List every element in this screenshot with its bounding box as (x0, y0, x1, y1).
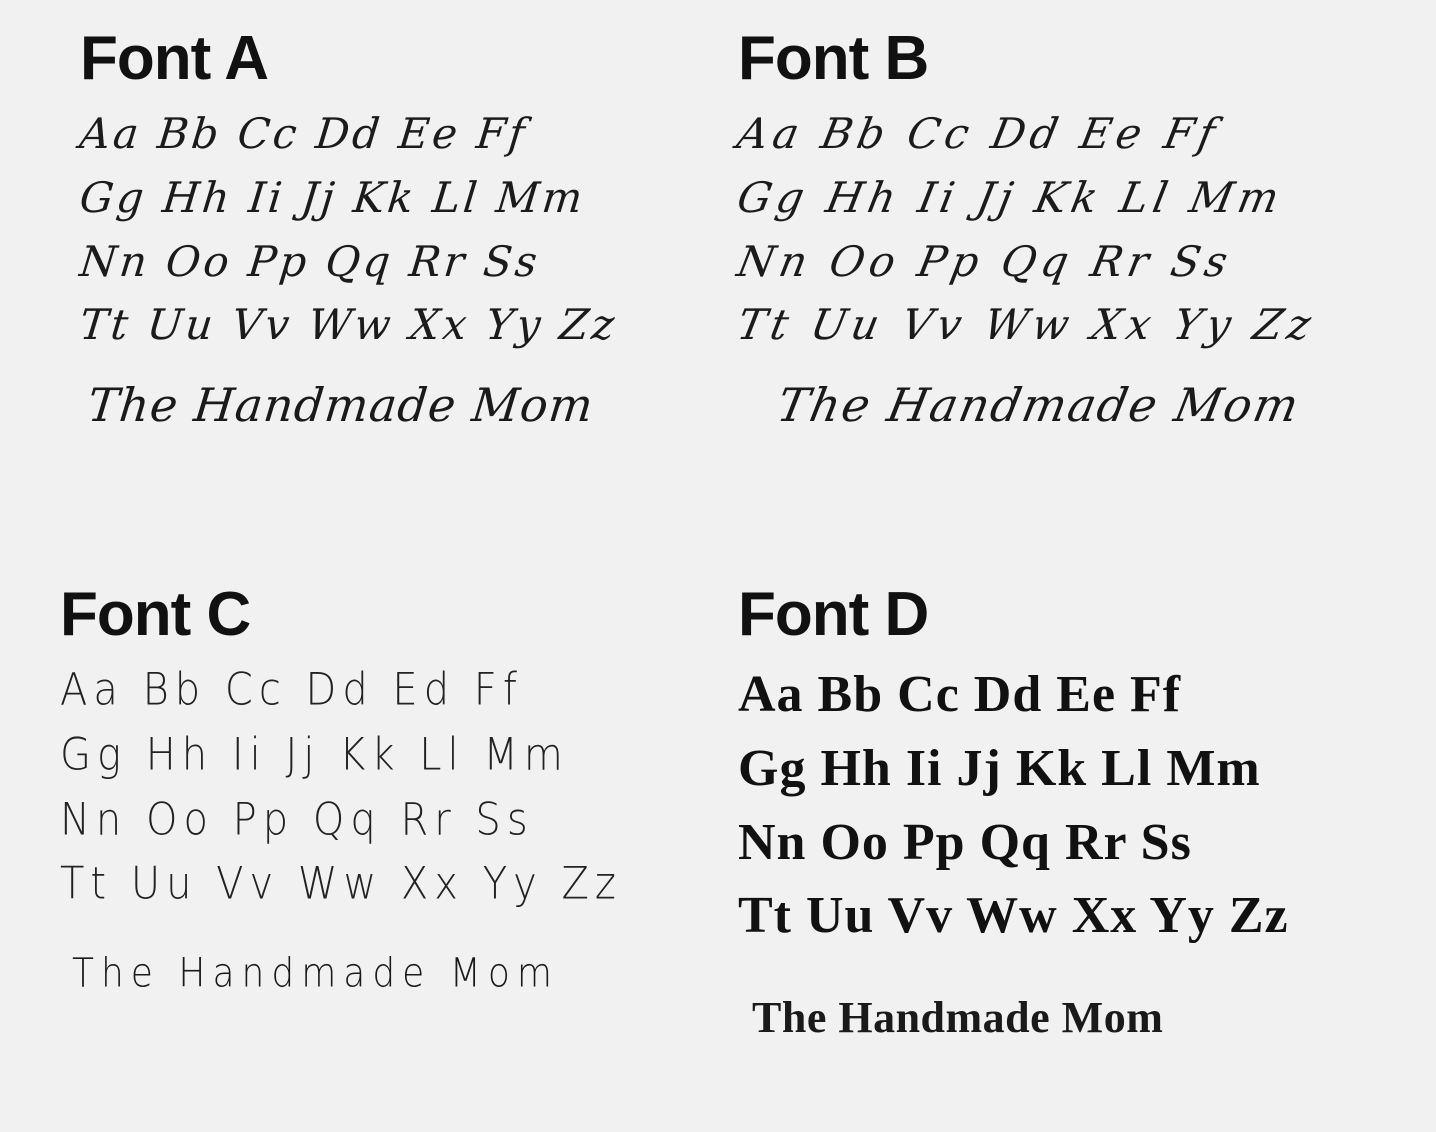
alphabet-line: Aa Bb Cc Dd Ee Ff (738, 666, 1182, 723)
specimen-panel-font-c (0, 566, 718, 1132)
specimen-panel-font-d (718, 566, 1436, 1132)
specimen-title-font-d: Font D (738, 580, 929, 649)
specimen-alphabet-font-c (60, 658, 694, 1001)
specimen-title-font-c: Font C (60, 580, 251, 649)
alphabet-line: Aa Bb Cc Dd Ee Ff (77, 109, 530, 158)
alphabet-line: Gg Hh Ii Jj Kk Ll Mm (77, 172, 588, 222)
alphabet-line: Gg Hh Ii Jj Kk Ll Mm (733, 172, 1288, 222)
alphabet-line: Aa Bb Cc Dd Ed Ff (60, 664, 523, 716)
specimen-alphabet-font-d (738, 658, 1412, 1049)
alphabet-line: Tt Uu Vv Ww Xx Yy Zz (733, 300, 1320, 350)
specimen-title-font-b: Font B (738, 24, 929, 93)
alphabet-line: Nn Oo Pp Qq Rr Ss (733, 236, 1237, 286)
alphabet-line: Gg Hh Ii Jj Kk Ll Mm (60, 728, 569, 781)
alphabet-line: Nn Oo Pp Qq Rr Ss (77, 236, 543, 286)
specimen-title-font-a: Font A (80, 24, 268, 93)
specimen-panel-font-a (0, 0, 718, 566)
specimen-alphabet-font-a (77, 102, 694, 440)
alphabet-line: Tt Uu Vv Ww Xx Yy Zz (738, 887, 1289, 945)
specimen-tagline-font-c: The Handmade Mom (72, 950, 559, 997)
specimen-alphabet-font-b (733, 102, 1412, 440)
alphabet-line: Gg Hh Ii Jj Kk Ll Mm (738, 739, 1261, 797)
alphabet-line: Nn Oo Pp Qq Rr Ss (60, 793, 534, 846)
specimen-tagline-font-b: The Handmade Mom (772, 378, 1305, 433)
specimen-tagline-font-a: The Handmade Mom (85, 378, 597, 433)
alphabet-line: Tt Uu Vv Ww Xx Yy Zz (60, 858, 622, 911)
alphabet-line: Tt Uu Vv Ww Xx Yy Zz (77, 300, 620, 350)
specimen-tagline-font-d: The Handmade Mom (752, 993, 1164, 1043)
alphabet-line: Aa Bb Cc Dd Ee Ff (733, 109, 1225, 158)
alphabet-line: Nn Oo Pp Qq Rr Ss (738, 813, 1192, 871)
specimen-panel-font-b (718, 0, 1436, 566)
